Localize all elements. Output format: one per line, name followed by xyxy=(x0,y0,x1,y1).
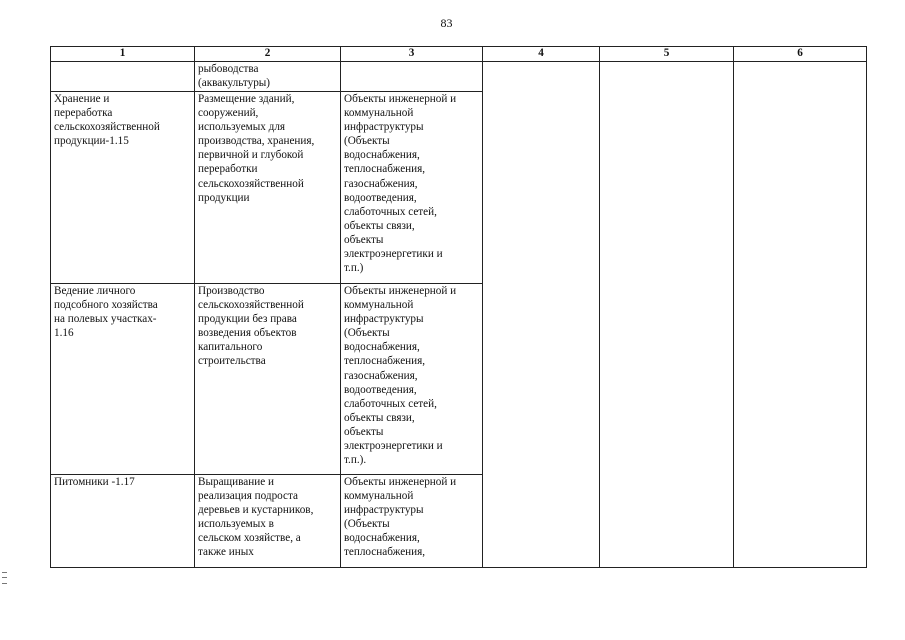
header-col-5: 5 xyxy=(600,47,734,62)
row-1-auxiliary-objects: Объекты инженерной и коммунальной инфраструктуры (Объекты водоснабжения, теплоснабжения, газоснабжения, водоотведения, слаботочных сетей, объекты связи, объекты электроэнергетики и т.п.) xyxy=(341,92,483,284)
page-number: 83 xyxy=(440,16,453,30)
row-0-auxiliary-objects xyxy=(341,62,483,92)
row-2-use-description: Производство сельскохозяйственной продукции без права возведения объектов капитального строительства xyxy=(195,284,341,475)
column-6-empty-cell xyxy=(734,62,867,568)
row-2-auxiliary-objects: Объекты инженерной и коммунальной инфраструктуры (Объекты водоснабжения, теплоснабжения, газоснабжения, водоотведения, слаботочных сетей, объекты связи, объекты электроэнергетики и т.п.). xyxy=(341,284,483,475)
row-0-use-name xyxy=(51,62,195,92)
header-col-3: 3 xyxy=(341,47,483,62)
header-col-1: 1 xyxy=(51,47,195,62)
row-3-auxiliary-objects: Объекты инженерной и коммунальной инфраструктуры (Объекты водоснабжения, теплоснабжения, xyxy=(341,475,483,568)
row-1-use-description: Размещение зданий, сооружений, используемых для производства, хранения, первичной и глубокой переработки сельскохозяйственной продукции xyxy=(195,92,341,284)
zoning-table xyxy=(50,46,867,568)
header-col-2: 2 xyxy=(195,47,341,62)
row-0-use-description: рыбоводства (аквакультуры) xyxy=(195,62,341,92)
row-3-use-name: Питомники -1.17 xyxy=(51,475,195,568)
row-1-use-name: Хранение и переработка сельскохозяйственной продукции-1.15 xyxy=(51,92,195,284)
table-row xyxy=(51,62,867,92)
column-4-empty-cell xyxy=(483,62,600,568)
header-col-6: 6 xyxy=(734,47,867,62)
header-col-4: 4 xyxy=(483,47,600,62)
table-header-row xyxy=(51,47,867,62)
column-5-empty-cell xyxy=(600,62,734,568)
row-3-use-description: Выращивание и реализация подроста деревьев и кустарников, используемых в сельском хозяйстве, а также иных xyxy=(195,475,341,568)
margin-scan-mark xyxy=(2,572,7,584)
row-2-use-name: Ведение личного подсобного хозяйства на полевых участках- 1.16 xyxy=(51,284,195,475)
